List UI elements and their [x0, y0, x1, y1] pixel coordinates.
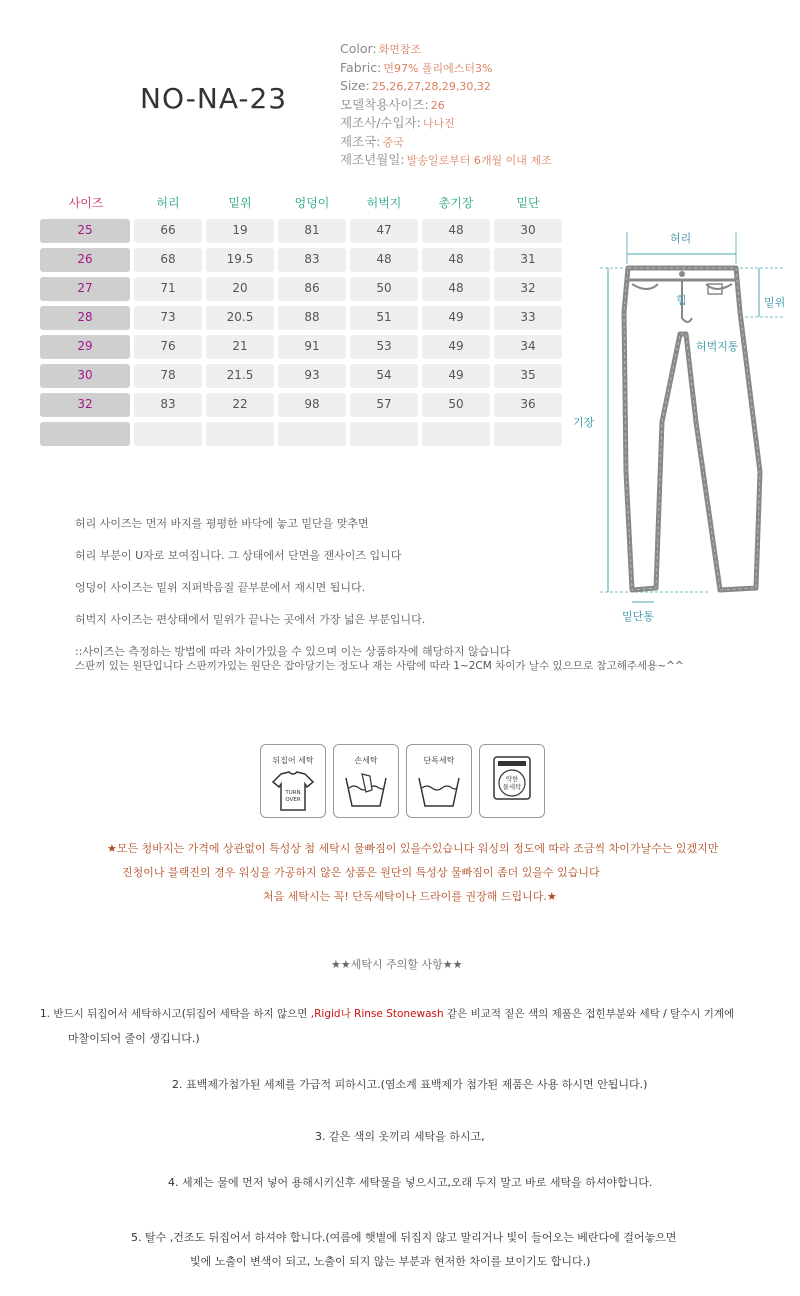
- measure-cell: 33: [494, 306, 562, 330]
- measure-cell: 19: [206, 219, 274, 243]
- measure-cell: 81: [278, 219, 346, 243]
- table-row: [40, 335, 566, 359]
- note-line: 엉덩이 사이즈는 밑위 지퍼박음질 끝부분에서 재시면 됩니다.: [75, 581, 366, 594]
- table-row: [40, 219, 566, 243]
- info-country: 제조국: 중국: [340, 133, 404, 149]
- measure-cell: 93: [278, 364, 346, 388]
- care-item-5: 5. 탈수 ,건조도 뒤집어서 하셔야 합니다.(여름에 햇볕에 뒤집지 않고 말리거나 빛이 들어오는 베란다에 걸어놓으면: [131, 1231, 677, 1244]
- measure-cell: 21: [206, 335, 274, 359]
- size-cell: 28: [40, 306, 130, 330]
- measure-cell: 36: [494, 393, 562, 417]
- measure-cell: 53: [350, 335, 418, 359]
- header-waist: 허리: [156, 196, 180, 210]
- measure-cell: 49: [422, 306, 490, 330]
- table-row: [40, 248, 566, 272]
- wash-icons: [260, 744, 552, 818]
- measure-cell: 47: [350, 219, 418, 243]
- table-row: [40, 422, 566, 446]
- svg-text:약한: 약한: [505, 775, 519, 783]
- size-table-header: [40, 194, 566, 214]
- note-line: 허벅지 사이즈는 편상태에서 밑위가 끝나는 곳에서 가장 넓은 부분입니다.: [75, 613, 426, 626]
- measure-cell: 48: [422, 277, 490, 301]
- hand-wash-icon: 손세탁: [333, 744, 399, 818]
- star-notice-line: ★모든 청바지는 가격에 상관없이 특성상 첨 세탁시 물빠짐이 있을수있습니다 워싱의 정도에 따라 조금씩 차이가날수는 있겠지만: [107, 842, 719, 855]
- mild-detergent-icon: [479, 744, 545, 818]
- measure-cell: 30: [494, 219, 562, 243]
- care-item-4: 4. 세제는 물에 먼저 넣어 용해시키신후 세탁물을 넣으시고,오래 두지 말고 바로 세탁을 하셔야합니다.: [168, 1176, 653, 1189]
- measure-cell: 51: [350, 306, 418, 330]
- label-thigh: 허벅지통: [696, 340, 739, 353]
- svg-text:물세탁: 물세탁: [502, 783, 522, 791]
- size-cell: 27: [40, 277, 130, 301]
- measure-cell: 88: [278, 306, 346, 330]
- product-code: NO-NA-23: [140, 82, 288, 115]
- measure-cell: 66: [134, 219, 202, 243]
- care-item-1: 1. 반드시 뒤집어서 세탁하시고(뒤집어 세탁을 하지 않으면 ,Rigid나 Rinse Stonewash 같은 비교적 짙은 색의 제품은 접힌부분와 세탁 / 탈수시 기계에: [40, 1008, 735, 1020]
- svg-text:OVER: OVER: [285, 797, 301, 803]
- size-cell: 30: [40, 364, 130, 388]
- measure-cell: 48: [350, 248, 418, 272]
- measure-cell: [134, 422, 202, 446]
- table-row: [40, 393, 566, 417]
- measure-cell: 20: [206, 277, 274, 301]
- note-line: 허리 사이즈는 먼저 바지를 평평한 바닥에 놓고 밑단을 맞추면: [75, 517, 369, 530]
- label-length: 기장: [573, 416, 595, 429]
- size-cell: 26: [40, 248, 130, 272]
- label-rise: 밑위: [764, 296, 786, 309]
- measure-cell: 49: [422, 335, 490, 359]
- measure-cell: 57: [350, 393, 418, 417]
- note-line: 허리 부분이 U자로 보여집니다. 그 상태에서 단면을 잰사이즈 입니다: [75, 549, 402, 562]
- measure-cell: 48: [422, 248, 490, 272]
- measure-cell: 22: [206, 393, 274, 417]
- measure-cell: 19.5: [206, 248, 274, 272]
- measure-cell: 21.5: [206, 364, 274, 388]
- measure-cell: 35: [494, 364, 562, 388]
- measure-cell: 83: [134, 393, 202, 417]
- measure-cell: 91: [278, 335, 346, 359]
- header-length: 총기장: [438, 196, 474, 210]
- measure-cell: 78: [134, 364, 202, 388]
- info-date: 제조년월일: 발송일로부터 6개월 이내 제조: [340, 152, 552, 167]
- measure-cell: 48: [422, 219, 490, 243]
- care-item-3: 3. 같은 색의 옷끼리 세탁을 하시고,: [315, 1130, 485, 1143]
- measure-cell: 20.5: [206, 306, 274, 330]
- size-table: [40, 194, 566, 446]
- caution-title: ★★세탁시 주의할 사항★★: [331, 958, 463, 971]
- measure-cell: 49: [422, 364, 490, 388]
- size-cell: 25: [40, 219, 130, 243]
- pants-measurement-diagram: [570, 222, 795, 632]
- care-item-5-cont: 빛에 노출이 변색이 되고, 노출이 되지 않는 부분과 현저한 차이를 보이기도 합니다.): [190, 1255, 591, 1268]
- measure-cell: 50: [350, 277, 418, 301]
- measure-cell: [494, 422, 562, 446]
- label-hip: 힙: [676, 294, 687, 307]
- size-cell: 32: [40, 393, 130, 417]
- care-item-1-cont: 마찰이되어 줄이 생깁니다.): [68, 1032, 200, 1045]
- info-size: Size: 25,26,27,28,29,30,32: [340, 78, 491, 93]
- measure-cell: [278, 422, 346, 446]
- info-color: Color: 화면참조: [340, 41, 422, 56]
- table-row: [40, 277, 566, 301]
- measure-cell: [422, 422, 490, 446]
- header-hem: 밑단: [516, 196, 540, 210]
- turn-over-icon: 뒤집어 세탁 TURN OVER: [260, 744, 326, 818]
- size-cell: [40, 422, 130, 446]
- separate-wash-icon: 단독세탁: [406, 744, 472, 818]
- measure-cell: 32: [494, 277, 562, 301]
- measure-cell: 98: [278, 393, 346, 417]
- measure-cell: 54: [350, 364, 418, 388]
- product-info: [340, 40, 552, 170]
- measure-cell: 34: [494, 335, 562, 359]
- info-model-size: 모델착용사이즈: 26: [340, 96, 445, 112]
- label-waist: 허리: [670, 232, 692, 245]
- size-cell: 29: [40, 335, 130, 359]
- header-rise: 밑위: [228, 196, 252, 210]
- star-notice-line: 진청이나 블랙진의 경우 워싱을 가공하지 않은 상품은 원단의 특성상 물빠짐이 좀더 있을수 있습니다: [122, 866, 600, 879]
- info-fabric: Fabric: 면97% 폴리에스터3%: [340, 59, 493, 75]
- measure-cell: 31: [494, 248, 562, 272]
- measure-cell: 83: [278, 248, 346, 272]
- measure-cell: 76: [134, 335, 202, 359]
- measure-cell: [350, 422, 418, 446]
- svg-text:TURN: TURN: [285, 790, 301, 796]
- measure-cell: 86: [278, 277, 346, 301]
- measure-cell: [206, 422, 274, 446]
- care-item-2: 2. 표백제가첨가된 세제를 가급적 피하시고.(염소계 표백제가 첨가된 제품은 사용 하시면 안됩니다.): [172, 1078, 648, 1091]
- note-line: 스판끼 있는 원단입니다 스판끼가있는 원단은 잡아당기는 정도나 재는 사람에 따라 1~2CM 차이가 날수 있으므로 참고해주세용~^^: [75, 660, 684, 672]
- info-manufacturer: 제조사/수입자: 나나진: [340, 115, 455, 130]
- header-thigh: 허벅지: [366, 196, 402, 210]
- pants-illustration: [570, 222, 795, 632]
- measure-cell: 50: [422, 393, 490, 417]
- label-hem: 밑단통: [622, 610, 654, 623]
- note-line: ::사이즈는 측정하는 방법에 따라 차이가있을 수 있으며 이는 상품하자에 해당하지 않습니다: [75, 645, 511, 658]
- table-row: [40, 364, 566, 388]
- table-row: [40, 306, 566, 330]
- header-size: 사이즈: [68, 196, 104, 210]
- star-notice-line: 처음 세탁시는 꼭! 단독세탁이나 드라이를 권장해 드립니다.★: [263, 890, 557, 903]
- measure-cell: 68: [134, 248, 202, 272]
- measure-cell: 73: [134, 306, 202, 330]
- measure-cell: 71: [134, 277, 202, 301]
- header-hip: 엉덩이: [294, 196, 330, 210]
